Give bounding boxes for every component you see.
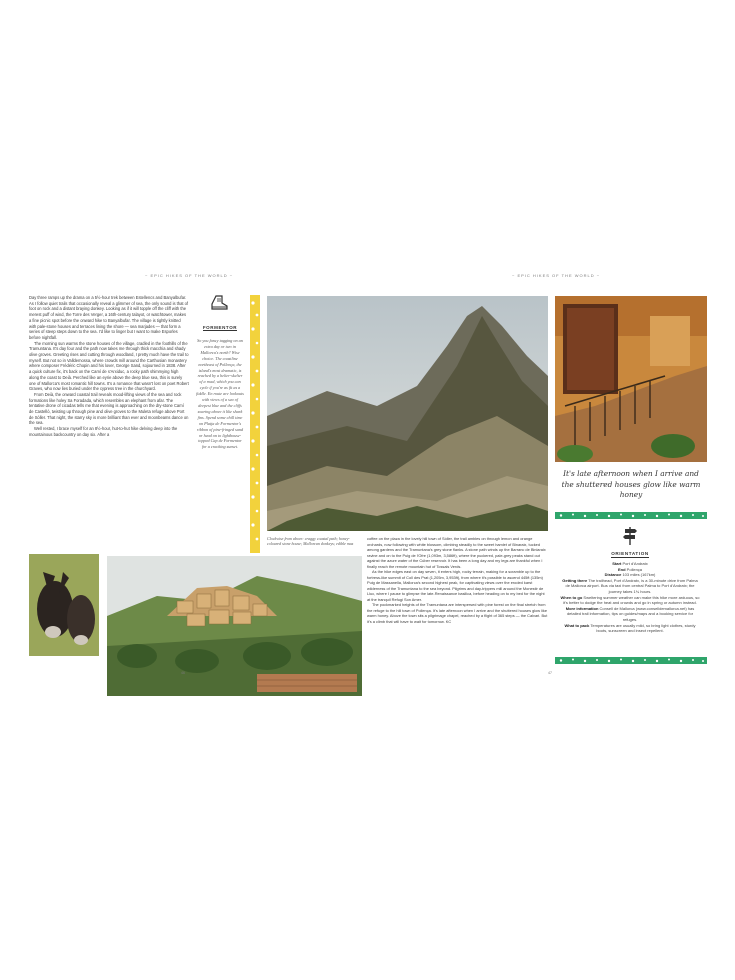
signpost-icon xyxy=(622,526,638,546)
mountain-photo xyxy=(267,296,548,531)
orientation-title: ORIENTATION xyxy=(611,551,649,556)
paragraph: The pockmarked heights of the Tramuntana are interspersed with pine forest on the final stretch from the refuge to the hill town of Pollença. It's late afternoon when I arrive and the shuttered houses glow like warm honey. Above the town sits a pilgrimage chapel, reached by a flight of 365 steps — the Calvari. But it's a climb that will have to wait for tomorrow. KC xyxy=(367,602,548,624)
green-decorative-band-top xyxy=(555,512,707,519)
running-head-left: ~ EPIC HIKES OF THE WORLD ~ xyxy=(145,273,234,278)
yellow-decorative-border xyxy=(250,295,260,553)
donkeys-photo xyxy=(29,554,99,656)
village-photo xyxy=(107,556,362,696)
photo-caption: Clockwise from above: craggy coastal path; honey-coloured stone house; Mallorcan donkeys; edible mas xyxy=(267,536,354,546)
paragraph: Day three ramps up the drama on a 5½-hour trek between Estellencs and Banyalbufar. As I follow quiet trails that occasionally reveal a glimmer of sea, the only sound is that of foot on rock and a distant braying donkey. Looking as if it will topple off the cliff with the merest puff of wind, the Torre des Verger, a 16th-century talayot, or watchtower, makes a fine picnic spot before the onward hike to Banyalbufar. The village is tightly knitted with pale-stone houses and terraces lining the shore — sea marjades — that form a series of steep steps down to the sea. I'd like to linger but I want to make Esporles before nightfall. xyxy=(29,295,189,340)
left-text-column xyxy=(29,295,189,438)
orientation-box: Start Port d'Andratx End Pollença Distance 103 miles (167km) Getting there The trailhead, Port d'Andratx, is a 30-minute drive from Palma de Mallorca airport. Bus via taxi from central Palma to Port d'Andratx; the journey takes 1¾ hours. When to go Sweltering summer weather can make this hike more arduous, so it's better to dodge the heat and crowds and go in spring or autumn instead. More information Consell de Mallorca (www.conselldemallorca.net) has detailed trail information, tips on guides/maps and a booking service for refuges. What to pack Temperatures are usually mild, so bring light clothes, sturdy boots, sunscreen and insect repellent. xyxy=(560,561,700,634)
page-number-right: 47 xyxy=(548,671,552,675)
page-number-left: 46 xyxy=(181,671,185,675)
paragraph: coffee on the plaza in the lovely hill town of Sóller, the trail ambles on through lemon and orange orchards, now following with white blossom, climbing steadily to the sweet hamlet of Binaraix, tucked among gardens and the Tramuntana's grey stone flanks. A stone path winds up the Barranc de Biniaraix ravine and on to the Puig de l'Ofre (1,093m, 3,586ft), where the puckered, pale-grey peaks stand out against the azure water of the Cúber reservoir. It has been a long day and my legs are thankful when I finally reach the remote mountain hut of Tossals Verds. xyxy=(367,536,546,569)
stone-house-photo xyxy=(555,296,707,462)
pull-quote: It's late afternoon when I arrive and the shuttered houses glow like warm honey xyxy=(561,469,701,499)
formentor-sidebar xyxy=(195,295,245,551)
paragraph: From Deià, the onward coastal trail reveals mood-lifting views of the sea and rock formations like holey Sa Foradada, which resembles an elephant from afar. The tentative drone of cicadas tells me that evening is approaching on the dry-stone Camí de Castelló, twisting up through pine and olive groves to the Muleta refuge above Port de Sóller. That night, the starry sky is more brilliant than ever and moonbeams dance on the sea. xyxy=(29,391,189,426)
paragraph: As the hike edges east on day seven, it enters high, rocky terrain, making for a scramble up to the fortress-like summit of Coll des Prat (1,205m, 3,953ft), from where it's possible to ascend 445ft (135m) Puig de Massanella, Mallorca's second highest peak, for captivating views over the eroded karst wilderness of the Tramuntana to the sea beyond. Pilgrims and day-trippers mill around the Monestir de Lluc, where I pause to glimpse the late-Renaissance basilica, before heading on to my bed for the night at the tranquil Refugi Son Amer. xyxy=(367,569,545,602)
paragraph: Well rested, I brace myself for an 8½-hour, hut-to-hut hike delving deep into the mountainous backcountry on day six. After a xyxy=(29,426,178,437)
sidebar-text: So you fancy tagging on an extra day or two in Mallorca's north? Wise choice. The coastline northeast of Pollença, the island's most dramatic, is reached by a helter-skelter of a road, which you can cycle if you're as fit as a fiddle. En route are lookouts with views of a sea of deepest blue and the cliffs soaring above it like shark fins. Spend some chill time on Platja de Formentor's ribbon of pine-fringed sand or head on to lighthouse-topped Cap de Formentor for a cracking sunset. xyxy=(196,338,244,450)
sidebar-title: FORMENTOR xyxy=(202,325,238,330)
middle-text-column xyxy=(367,536,548,624)
paragraph: The morning sun warms the stone houses of the village, cradled in the foothills of the Tramuntana. It's day four and the path now takes me through thick macchia and shady olive groves. Greeting rises and cutting through woodland, I pretty much have the trail to myself. But not so in Valldemossa, where crowds mill around the Carthusian monastery where composer Frédéric Chopin and his lover, George Sand, sojourned in 1838. After a quick culture fix, it's back on the Camí de s'Arxiduc, a rocky path shimmying high along the coast to Deià. Perched like an eyrie above the deep blue sea, this is surely one of Mallorca's most romantic hill towns. It's a romance that wasn't lost on poet Robert Graves, who now lies buried under the cypress tree in the churchyard. xyxy=(29,340,189,392)
hiking-boot-icon xyxy=(210,295,230,311)
green-decorative-band-bottom xyxy=(555,657,707,664)
running-head-right: ~ EPIC HIKES OF THE WORLD ~ xyxy=(512,273,601,278)
magazine-spread xyxy=(0,266,735,686)
